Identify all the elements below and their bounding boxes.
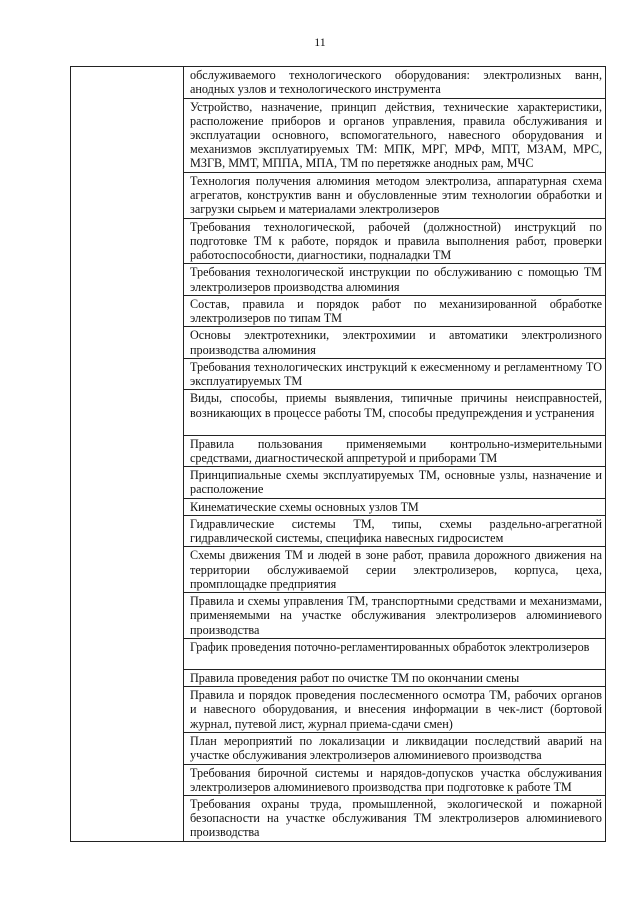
requirement-text: Требования технологической, рабочей (должностной) инструкций по подготовке ТМ к работе, порядок и правила выполнения работ, проверки работоспособности, диагностики, подналадки ТМ [190,219,602,262]
requirement-text: Правила пользования применяемыми контрольно-измерительными средствами, диагностической аппретурой и приборами ТМ [190,436,602,465]
requirement-cell [184,687,606,733]
requirement-cell [184,796,606,842]
requirement-text: График проведения поточно-регламентированных обработок электролизеров [190,639,590,654]
requirement-cell [184,172,606,218]
knowledge-table [70,66,606,842]
requirement-cell [184,435,606,467]
requirement-cell [184,467,606,499]
requirement-cell [184,638,606,669]
requirement-cell [184,295,606,327]
requirement-text: Виды, способы, приемы выявления, типичные причины неисправностей, возникающих в процессе работы ТМ, способы предупреждения и устранения [190,391,602,420]
requirement-cell [184,327,606,359]
requirement-text: Требования технологической инструкции по обслуживанию с помощью ТМ электролизеров производства алюминия [190,265,602,294]
requirement-cell [184,98,606,172]
empty-left-cell [71,67,184,842]
requirement-text: Правила и порядок проведения послесменного осмотра ТМ, рабочих органов и навесного оборудования, и внесения информации в чек-лист (бортовой журнал, путевой лист, журнал приема-сдачи смен) [190,688,602,731]
page-number: 11 [314,35,326,49]
requirement-cell [184,593,606,639]
requirement-text: Состав, правила и порядок работ по механизированной обработке электролизеров по типам ТМ [190,296,602,326]
requirement-cell [184,733,606,765]
requirement-text: Гидравлические системы ТМ, типы, схемы раздельно-агрегатной гидравлической системы, специфика навесных гидросистем [190,516,602,546]
requirement-text: Правила и схемы управления ТМ, транспортными средствами и механизмами, применяемыми на участке обслуживания электролизеров алюминиевого производства [190,594,602,637]
requirement-text: Правила проведения работ по очистке ТМ по окончании смены [190,671,520,685]
requirement-cell [184,547,606,593]
table-row [71,67,606,99]
requirement-cell [184,390,606,435]
requirement-text: Устройство, назначение, принцип действия, технические характеристики, расположение приборов и органов управления, правила обслуживания и эксплуатации основного, вспомогательного, навесного оборудования и механизмов эксплуатируемых ТМ: МПК, МРГ, МРФ, МПТ, МЗАМ, МРС, МЗГВ, ММТ, МППА, МПА, ТМ по перетяжке анодных рам, МЧС [190,99,602,171]
requirement-text: Схемы движения ТМ и людей в зоне работ, правила дорожного движения на территории обслуживаемой серии электролизеров, корпуса, цеха, промплощадке предприятия [190,548,602,591]
requirement-cell [184,498,606,515]
requirement-cell [184,358,606,390]
requirement-text: Требования охраны труда, промышленной, экологической и пожарной безопасности на участке обслуживания ТМ электролизеров алюминиевого производства [190,797,602,840]
requirement-text: Технология получения алюминия методом электролиза, аппаратурная схема агрегатов, конструктив ванн и обусловленные этим технологии обработки и загрузки сырьем и материалами электролизеров [190,173,602,217]
requirement-text: Основы электротехники, электрохимии и автоматики электролизного производства алюминия [190,328,602,357]
requirement-text: Принципиальные схемы эксплуатируемых ТМ, основные узлы, назначение и расположение [190,468,602,497]
requirement-cell [184,764,606,796]
requirement-cell [184,67,606,99]
requirement-text: Требования бирочной системы и нарядов-допусков участка обслуживания электролизеров алюминиевого производства при подготовке к работе ТМ [190,765,602,794]
requirement-cell [184,218,606,264]
requirement-text: Требования технологических инструкций к ежесменному и регламентному ТО эксплуатируемых ТМ [190,359,602,389]
table-body [71,67,606,842]
requirement-cell [184,515,606,547]
requirement-text: План мероприятий по локализации и ликвидации последствий аварий на участке обслуживания электролизеров алюминиевого производства [190,734,602,763]
requirement-text: обслуживаемого технологического оборудования: электролизных ванн, анодных узлов и технологического инструмента [190,68,602,97]
requirement-cell [184,264,606,296]
requirement-cell [184,670,606,687]
requirement-text: Кинематические схемы основных узлов ТМ [190,499,419,514]
